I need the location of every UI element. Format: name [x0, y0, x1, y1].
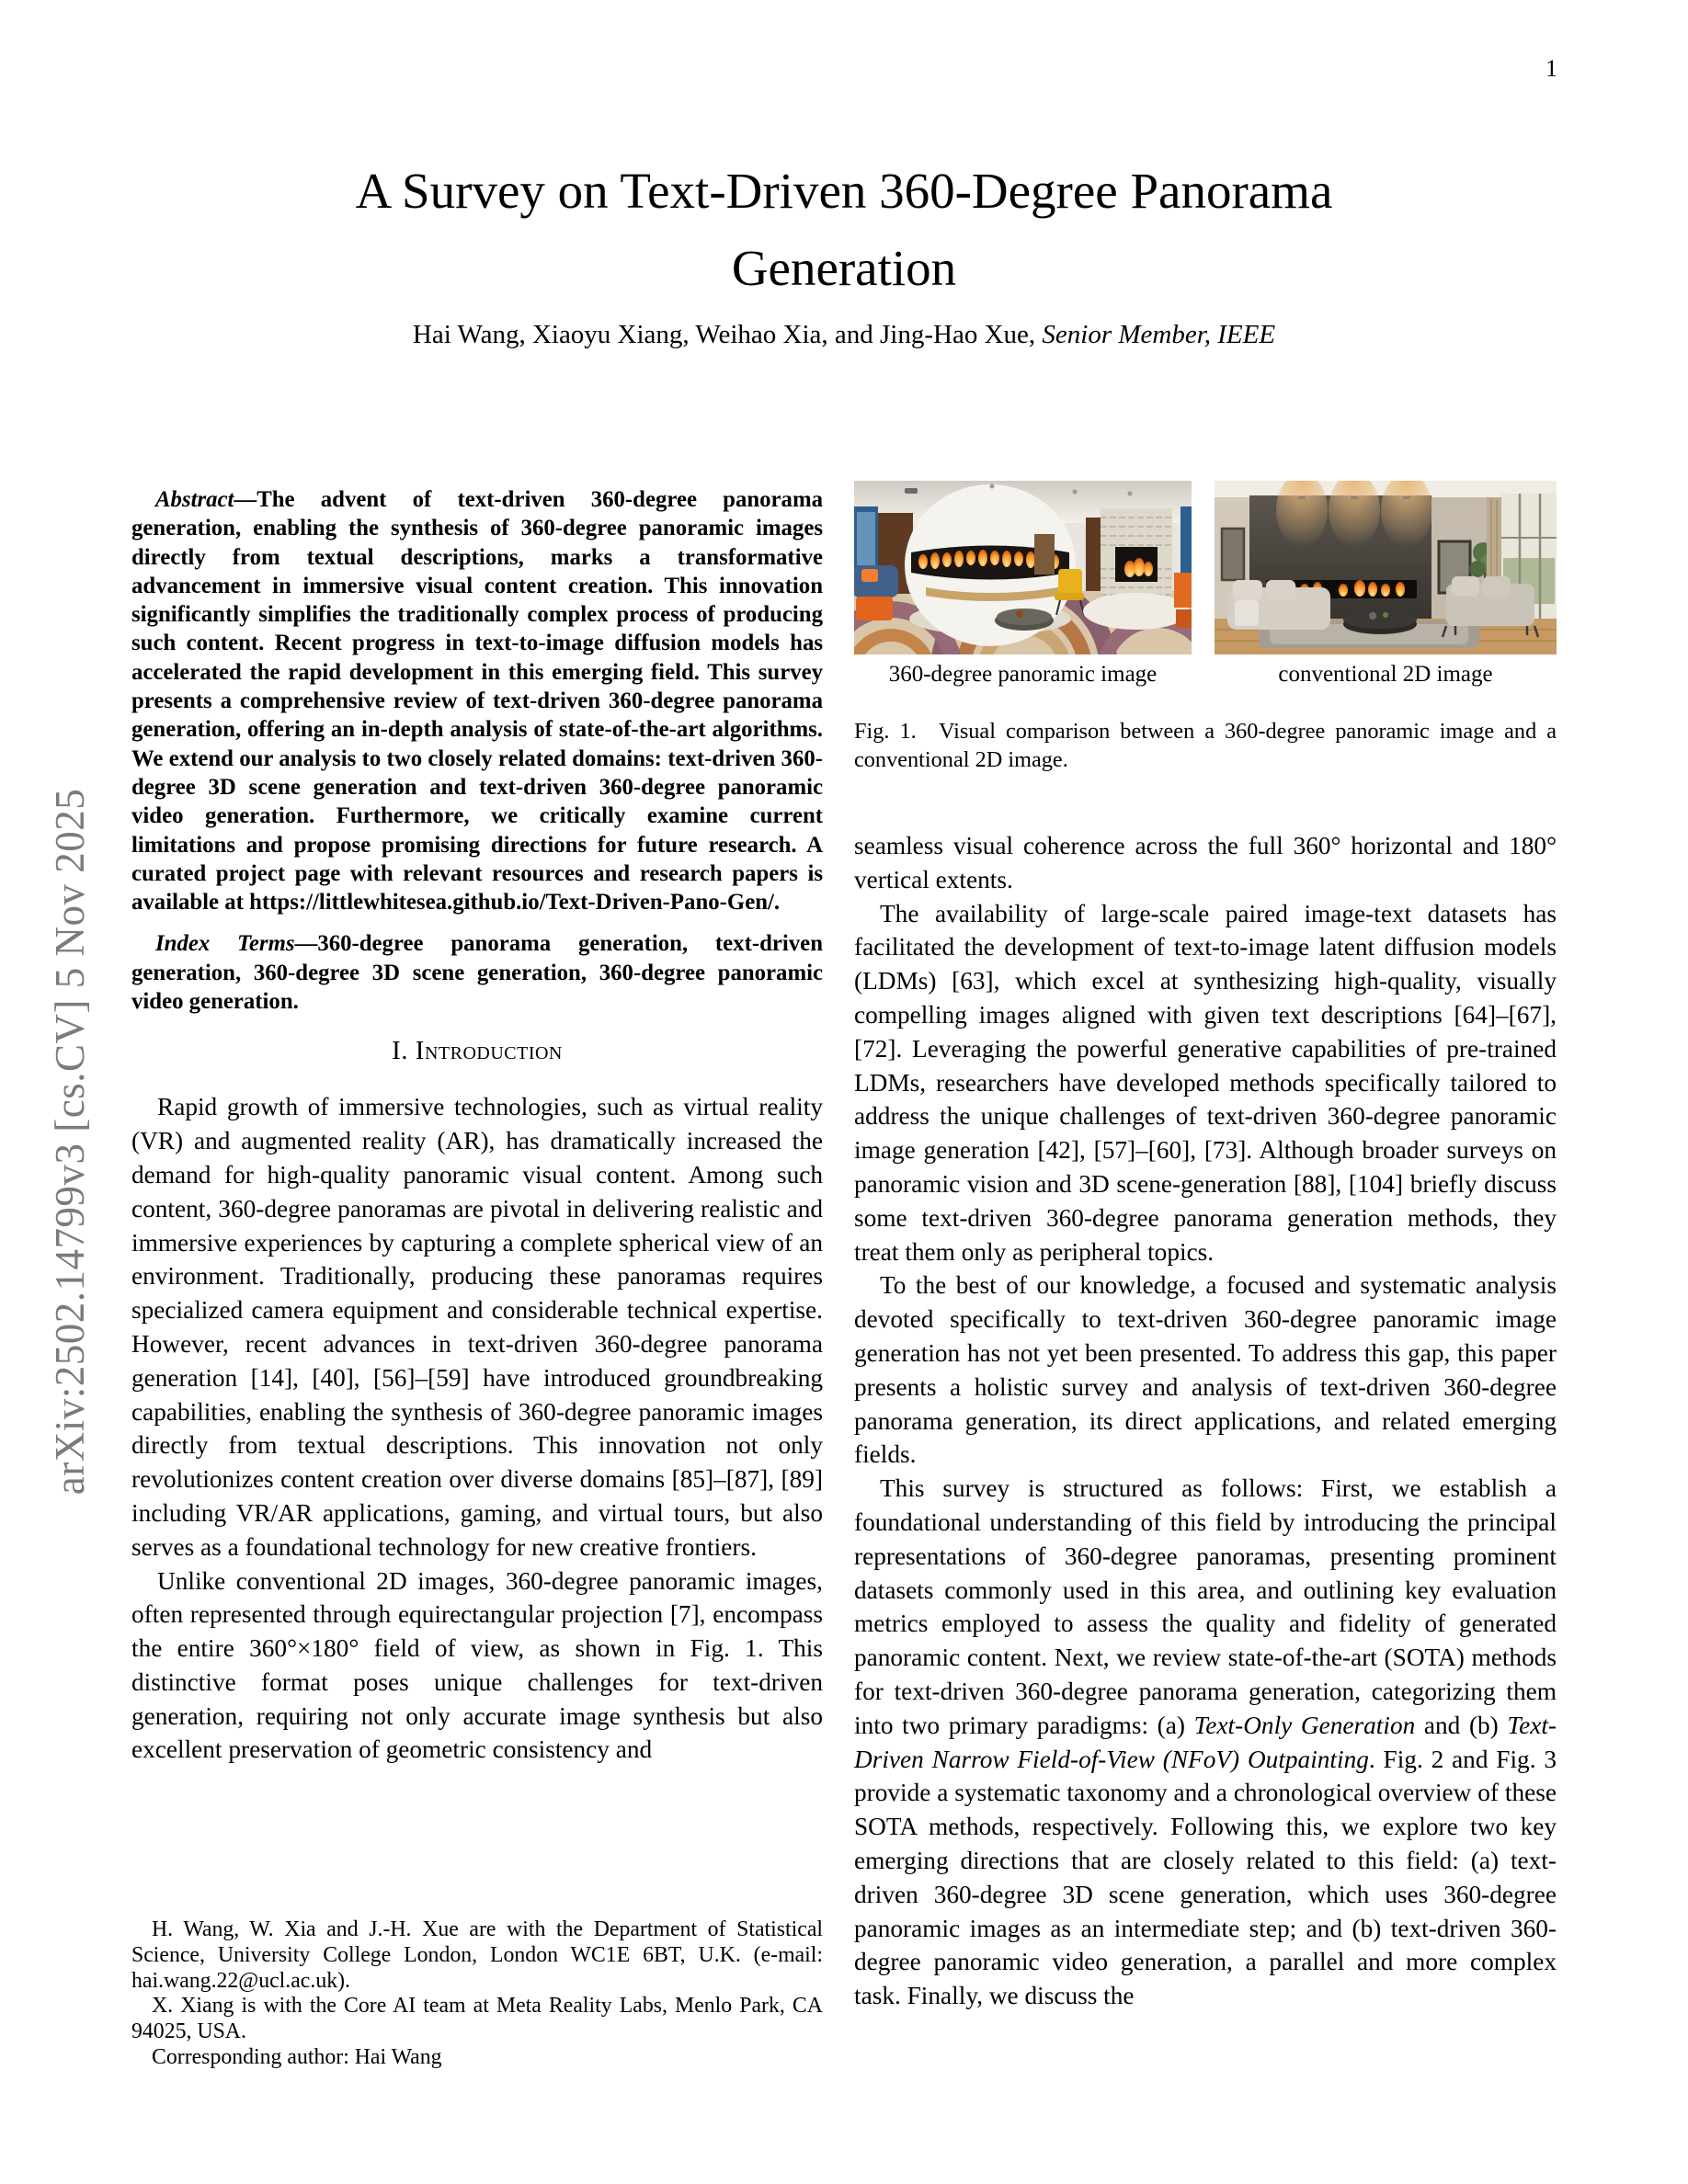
intro-paragraph-2: Unlike conventional 2D images, 360-degree panoramic images, often represented through equirectangular projection [7], encompass the entire 360°×180° field of view, as shown in Fig. 1. This distinctive format poses unique challenges for text-driven generation, requiring not only accurate image synthesis but also excellent preservation of geometric consistency and	[131, 1566, 823, 1764]
index-terms-paragraph: Index Terms—360-degree panorama generation, text-driven generation, 360-degree 3D scene generation, 360-degree panoramic video generation.	[131, 931, 823, 1015]
abstract-paragraph: Abstract—The advent of text-driven 360-degree panorama generation, enabling the synthesis of 360-degree panoramic images directly from textual descriptions, marks a transformative advancement in immersive visual content creation. This innovation significantly simplifies the traditionally complex process of producing such content. Recent progress in text-to-image diffusion models has accelerated the rapid development in this emerging field. This survey presents a comprehensive review of text-driven 360-degree panorama generation, offering an in-depth analysis of state-of-the-art algorithms. We extend our analysis to two closely related domains: text-driven 360-degree 3D scene generation and text-driven 360-degree panoramic video generation. Furthermore, we critically examine current limitations and propose promising directions for future research. A curated project page with relevant resources and research papers is available at https://littlewhitesea.github.io/Text-Driven-Pano-Gen/.	[131, 487, 823, 916]
intro-paragraph-1: Rapid growth of immersive technologies, such as virtual reality (VR) and augmented reality (AR), has dramatically increased the demand for high-quality panoramic visual content. Among such content, 360-degree panoramas are pivotal in delivering realistic and immersive experiences by capturing a complete spherical view of an environment. Traditionally, producing these panoramas requires specialized camera equipment and considerable technical expertise. However, recent advances in text-driven 360-degree panorama generation [14], [40], [56]–[59] have introduced groundbreaking capabilities, enabling the synthesis of 360-degree panoramic images directly from textual descriptions. This innovation not only revolutionizes content creation over diverse domains [85]–[87], [89] including VR/AR applications, gaming, and virtual tours, but also serves as a foundational technology for new creative frontiers.	[131, 1093, 823, 1561]
intro-paragraph-2-continued: seamless visual coherence across the full 360° horizontal and 180° vertical extents.	[854, 832, 1557, 893]
footnote-affiliation-ucl: H. Wang, W. Xia and J.-H. Xue are with the Department of Statistical Science, University College London, London WC1E 6BT, U.K. (e-mail: hai.wang.22@ucl.ac.uk).	[131, 1917, 823, 1993]
figure-1	[854, 481, 1557, 774]
section-heading-introduction: I. Introduction	[392, 1036, 563, 1066]
panoramic-image	[854, 481, 1192, 654]
paper-title	[0, 153, 1688, 307]
arxiv-watermark: arXiv:2502.14799v3 [cs.CV] 5 Nov 2025	[47, 788, 93, 1496]
intro-paragraph-4: To the best of our knowledge, a focused and systematic analysis devoted specifically to text-driven 360-degree panoramic image generation has not yet been presented. To address this gap, this paper presents a holistic survey and analysis of text-driven 360-degree panorama generation, its direct applications, and related emerging fields.	[854, 1271, 1557, 1469]
footnote-corresponding-author: Corresponding author: Hai Wang	[152, 2044, 442, 2069]
2d-image-label: conventional 2D image	[1278, 662, 1493, 687]
right-column	[854, 481, 1557, 2013]
figure-1-sublabels	[854, 662, 1557, 688]
figure-1-caption: Fig. 1. Visual comparison between a 360-degree panoramic image and a conventional 2D image.	[854, 719, 1557, 772]
author-footnotes	[131, 1917, 823, 2071]
footnote-affiliation-meta: X. Xiang is with the Core AI team at Meta Reality Labs, Menlo Park, CA 94025, USA.	[131, 1994, 823, 2044]
conventional-2d-image	[1215, 481, 1557, 654]
panoramic-image-label: 360-degree panoramic image	[888, 662, 1158, 687]
intro-paragraph-5: This survey is structured as follows: First, we establish a foundational understanding of this field by introducing the principal representations of 360-degree panoramas, presenting prominent datasets commonly used in this area, and outlining key evaluation metrics employed to assess the quality and fidelity of generated panoramic content. Next, we review state-of-the-art (SOTA) methods for text-driven 360-degree panorama generation, categorizing them into two primary paradigms: (a) Text-Only Generation and (b) Text-Driven Narrow Field-of-View (NFoV) Outpainting. Fig. 2 and Fig. 3 provide a systematic taxonomy and a chronological overview of these SOTA methods, respectively. Following this, we explore two key emerging directions that are closely related to this field: (a) text-driven 360-degree 3D scene generation, which uses 360-degree panoramic images as an intermediate step; and (b) text-driven 360-degree panoramic video generation, a parallel and more complex task. Finally, we discuss the	[854, 1474, 1557, 2010]
left-column	[131, 485, 823, 1767]
title-line-1: A Survey on Text-Driven 360-Degree Panorama	[355, 163, 1333, 219]
page-number: 1	[1545, 55, 1557, 82]
figure-1-images	[854, 481, 1557, 654]
author-line: Hai Wang, Xiaoyu Xiang, Weihao Xia, and Jing-Hao Xue, Senior Member, IEEE	[412, 320, 1276, 349]
title-line-2: Generation	[731, 240, 957, 296]
intro-paragraph-3: The availability of large-scale paired image-text datasets has facilitated the development of text-to-image latent diffusion models (LDMs) [63], which excel at synthesizing high-quality, visually compelling images aligned with given text descriptions [64]–[67], [72]. Leveraging the powerful generative capabilities of pre-trained LDMs, researchers have developed methods specifically tailored to address the unique challenges of text-driven 360-degree panoramic image generation [42], [57]–[60], [73]. Although broader surveys on panoramic vision and 3D scene-generation [88], [104] briefly discuss some text-driven 360-degree panorama generation methods, they treat them only as peripheral topics.	[854, 899, 1557, 1266]
